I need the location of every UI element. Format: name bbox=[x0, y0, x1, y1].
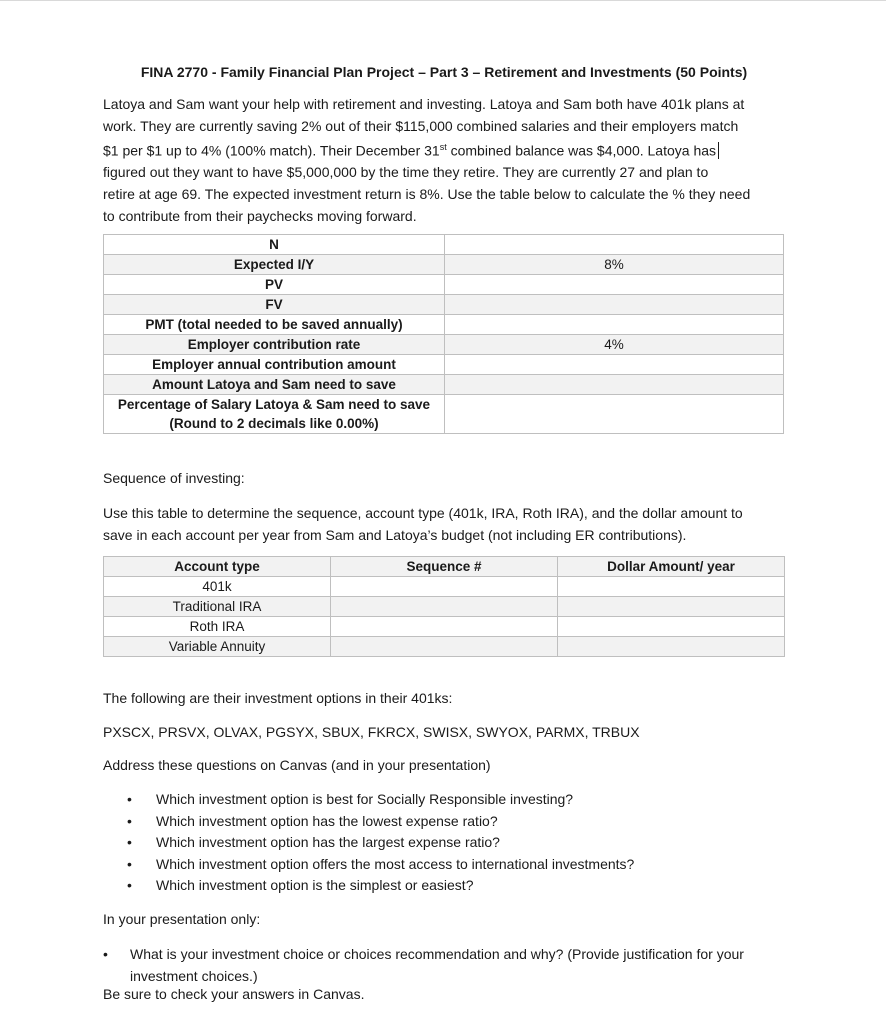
dollar-amount-cell[interactable] bbox=[558, 617, 785, 637]
presentation-heading: In your presentation only: bbox=[103, 911, 261, 927]
dollar-amount-cell[interactable] bbox=[558, 577, 785, 597]
intro-paragraph bbox=[103, 94, 750, 227]
retirement-calculation-table bbox=[103, 234, 784, 434]
calc-label: Employer annual contribution amount bbox=[104, 355, 445, 375]
presentation-question bbox=[103, 944, 785, 987]
sequence-instructions bbox=[103, 503, 743, 546]
intro-line: retire at age 69. The expected investment return is 8%. Use the table below to calculate the % they need bbox=[103, 186, 751, 203]
question-item: • Which investment option is best for Socially Responsible investing? bbox=[127, 791, 574, 807]
account-type-cell: Variable Annuity bbox=[104, 637, 331, 657]
sequence-row-traditional-ira bbox=[104, 597, 785, 617]
sequence-table-header bbox=[104, 557, 785, 577]
calc-label: PV bbox=[104, 275, 445, 295]
calc-row-pmt bbox=[104, 315, 784, 335]
presentation-question-line: What is your investment choice or choices recommendation and why? (Provide justification for your bbox=[130, 946, 744, 962]
canvas-questions-list bbox=[127, 789, 634, 897]
calc-row-employer-rate bbox=[104, 335, 784, 355]
document-title: FINA 2770 - Family Financial Plan Project – Part 3 – Retirement and Investments (50 Points) bbox=[140, 64, 748, 80]
canvas-heading: Address these questions on Canvas (and in your presentation) bbox=[103, 757, 491, 773]
bullet-dot: • bbox=[103, 946, 108, 962]
calc-row-amount-to-save bbox=[104, 375, 784, 395]
sequence-row-roth-ira bbox=[104, 617, 785, 637]
header-sequence-number: Sequence # bbox=[331, 557, 558, 577]
closing-note: Be sure to check your answers in Canvas. bbox=[103, 986, 365, 1002]
investing-sequence-table bbox=[103, 556, 785, 657]
page-top-border bbox=[0, 0, 886, 1]
calc-value[interactable] bbox=[445, 315, 784, 335]
dollar-amount-cell[interactable] bbox=[558, 637, 785, 657]
calc-label: Expected I/Y bbox=[104, 255, 445, 275]
sequence-row-variable-annuity bbox=[104, 637, 785, 657]
calc-label: PMT (total needed to be saved annually) bbox=[104, 315, 445, 335]
header-account-type: Account type bbox=[104, 557, 331, 577]
text-cursor bbox=[718, 142, 719, 159]
account-type-cell: 401k bbox=[104, 577, 331, 597]
question-item: • Which investment option offers the most access to international investments? bbox=[127, 855, 635, 872]
calc-row-pv bbox=[104, 275, 784, 295]
question-item: • Which investment option has the largest expense ratio? bbox=[127, 834, 500, 851]
presentation-question-line: investment choices.) bbox=[130, 967, 258, 984]
sequence-number-cell[interactable] bbox=[331, 637, 558, 657]
question-item: • Which investment option has the lowest expense ratio? bbox=[127, 812, 498, 829]
calc-value[interactable]: 8% bbox=[445, 255, 784, 275]
calc-label: Amount Latoya and Sam need to save bbox=[104, 375, 445, 395]
question-item: • Which investment option is the simplest or easiest? bbox=[127, 877, 474, 894]
sequence-heading: Sequence of investing: bbox=[103, 470, 245, 486]
calc-label: Employer contribution rate bbox=[104, 335, 445, 355]
calc-value[interactable] bbox=[445, 395, 784, 434]
calc-label: N bbox=[104, 235, 445, 255]
account-type-cell: Traditional IRA bbox=[104, 597, 331, 617]
sequence-number-cell[interactable] bbox=[331, 597, 558, 617]
dollar-amount-cell[interactable] bbox=[558, 597, 785, 617]
calc-row-percentage bbox=[104, 395, 784, 434]
investment-options-list: PXSCX, PRSVX, OLVAX, PGSYX, SBUX, FKRCX, SWISX, SWYOX, PARMX, TRBUX bbox=[103, 724, 640, 740]
calc-value[interactable]: 4% bbox=[445, 335, 784, 355]
instruction-line: Use this table to determine the sequence, account type (401k, IRA, Roth IRA), and the dollar amount to bbox=[103, 505, 743, 521]
calc-row-employer-amount bbox=[104, 355, 784, 375]
calc-value[interactable] bbox=[445, 355, 784, 375]
intro-line: $1 per $1 up to 4% (100% match). Their December 31st combined balance was $4,000. Latoya has bbox=[103, 137, 750, 162]
calc-label: FV bbox=[104, 295, 445, 315]
header-dollar-amount: Dollar Amount/ year bbox=[558, 557, 785, 577]
calc-row-iy bbox=[104, 255, 784, 275]
intro-line: work. They are currently saving 2% out of their $115,000 combined salaries and their employers match bbox=[103, 117, 739, 134]
instruction-line: save in each account per year from Sam and Latoya’s budget (not including ER contributions). bbox=[103, 526, 687, 543]
calc-value[interactable] bbox=[445, 295, 784, 315]
intro-line: to contribute from their paychecks moving forward. bbox=[103, 207, 417, 224]
sequence-number-cell[interactable] bbox=[331, 617, 558, 637]
calc-value[interactable] bbox=[445, 235, 784, 255]
intro-line: Latoya and Sam want your help with retirement and investing. Latoya and Sam both have 401k plans at bbox=[103, 96, 745, 112]
calc-value[interactable] bbox=[445, 275, 784, 295]
calc-row-n bbox=[104, 235, 784, 255]
calc-row-fv bbox=[104, 295, 784, 315]
calc-label: Percentage of Salary Latoya & Sam need to save (Round to 2 decimals like 0.00%) bbox=[104, 395, 445, 434]
sequence-row-401k bbox=[104, 577, 785, 597]
sequence-number-cell[interactable] bbox=[331, 577, 558, 597]
account-type-cell: Roth IRA bbox=[104, 617, 331, 637]
options-intro: The following are their investment options in their 401ks: bbox=[103, 690, 453, 706]
calc-value[interactable] bbox=[445, 375, 784, 395]
intro-line: figured out they want to have $5,000,000 by the time they retire. They are currently 27 and plan to bbox=[103, 164, 709, 181]
